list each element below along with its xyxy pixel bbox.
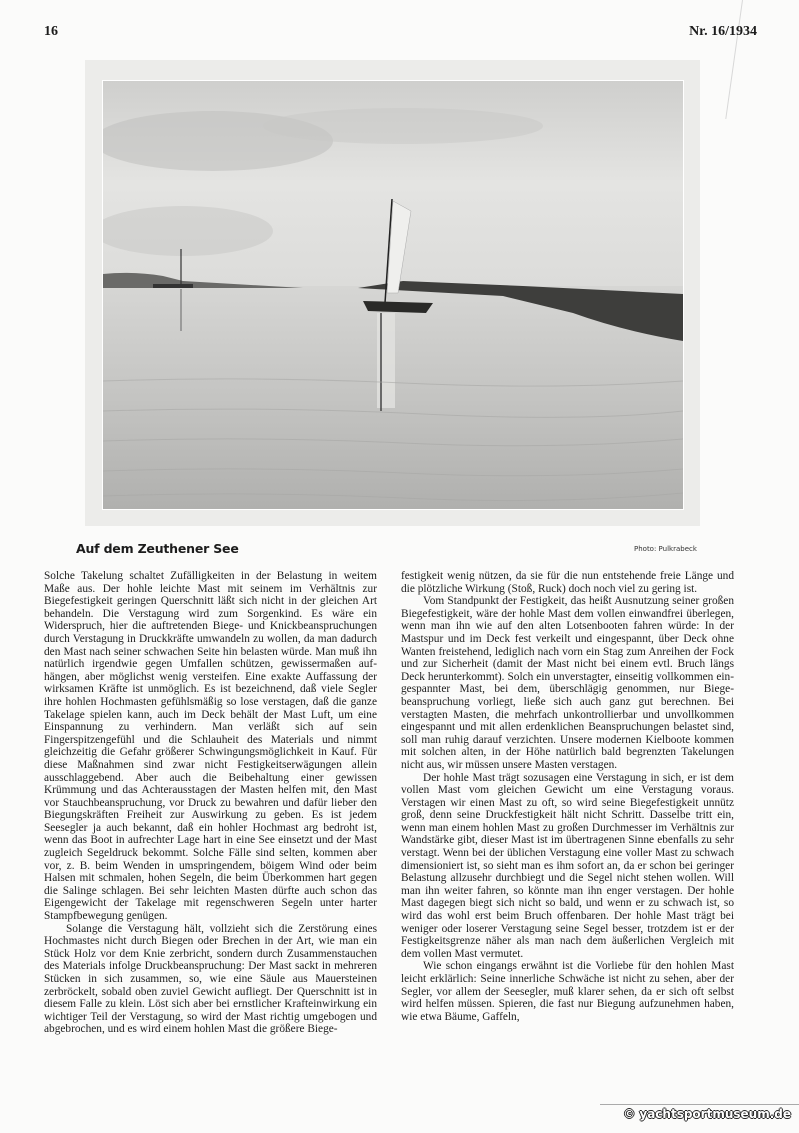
scan-artifact-line [725,0,743,119]
figure-caption: Auf dem Zeuthener See [76,541,239,556]
cloud [263,108,543,144]
boat-reflection-sail [377,313,395,408]
paragraph: Wie schon eingangs erwähnt ist die Vorliebe für den hohlen Mast leicht erklärlich: Seine innerliche Schwäche ist nicht zu sehen, aber der Segler, vor allem der Seesegler, muß klarer sehen, da er sich oft selbst wird helfen müssen. Spieren, die fast nur Biegung aufzunehmen haben, wie etwa Bäume, Gaffeln, [401,960,734,1023]
lake-photo-illustration [103,81,683,509]
paragraph: Solche Takelung schaltet Zufälligkeiten in der Belastung in weitem Maße aus. Der hohle leichte Mast mit seinem im Verhältnis zur Biegefestigkeit geringen Querschnitt läßt sich nicht in der gleichen Art behandeln. Die Verstagung wird zum Sorgenkind. Es wäre ein Widerspruch, hier die auftretenden Biege- und Knickbeanspruchungen durch Verstagung in Druckkräfte umwandeln zu wollen, da man dadurch den Mast nach seiner schwachen Seite hin belasten würde. Man muß ihn natürlich irgendwie gegen Umfallen schützen, gewissermaßen aufhängen, aber möglichst wenig versteifen. Eine exakte Auffassung der wirksamen Kräfte ist unmöglich. Es ist bezeichnend, daß viele Segler ihre hohlen Hochmasten gefühlsmäßig so lose verstagen, daß die ganze Takelage spielen kann, auch im Deck behält der Mast Luft, um eine Einspannung zu verhindern. Man verläßt sich auf sein Fingerspitzengefühl und die Schlauheit des Materials und nimmt gleichzeitig die Gefahr größerer Schwingungsmöglichkeit in Kauf. Für diese Maßnahmen sind zwar nicht Festigkeitserwägungen allein ausschlaggebend. Aber auch die Beibehaltung einer gewissen Krümmung und das Achterausstagen der Masten helfen mit, den Mast vor Stauchbeanspruchung, vor Druck zu bewahren und dafür lieber den Biegungskräften Freiheit zur Auswirkung zu geben. Es ist jedem Seesegler ja auch bekannt, daß ein hohler Hochmast arg bedroht ist, wenn das Boot in aufrechter Lage hart in eine See einsetzt und der Mast zugleich Segeldruck bekommt. Solche Fälle sind selten, kommen aber vor, z. B. beim Wenden in umspringendem, böigem Wind oder beim Halsen mit schmalen, hohen Segeln, die beim Überkommen hart gegen die Salinge schlagen. Bei sehr leichten Masten dürfte auch schon das Eigengewicht der Takelage mit regenschweren Segeln unter harter Stampfbewegung genügen. [44,570,377,923]
paragraph: Solange die Verstagung hält, vollzieht sich die Zerstörung eines Hochmastes nicht durch Biegen oder Brechen in der Art, wie man ein Stück Holz vor dem Knie zerbricht, sondern durch Zusammenstauchen des Materials infolge Druckbeanspruchung: Der Mast sackt in mehreren Stücken in sich zusammen, so, wie eine Säule aus Mauersteinen zerbröckelt, sobald oben zuviel Gewicht aufliegt. Der Querschnitt ist in diesem Falle zu klein. Löst sich aber bei ernstlicher Krafteinwirkung ein wichtiger Teil der Verstagung, so wird der Mast richtig umgebogen und abgebrochen, und es wird einem hohlen Mast die größere Biege- [44,922,377,1036]
paragraph: Vom Standpunkt der Festigkeit, das heißt Ausnutzung seiner großen Biegefestigkeit, wäre der hohle Mast dem vollen einwandfrei überlegen, wenn man ihn wie auf den alten Lotsenbooten fahren würde: In der Mastspur und im Deck fest verkeilt und eingespannt, über Deck ohne Wanten freistehend, lediglich nach vorn ein Stag zum Anreihen der Fock und zur Sicherheit (damit der Mast nicht bei einem evtl. Bruch längs Deck herunterkommt). Solch ein unverstagter, einseitig vollkommen eingespannter Mast, bei dem, überschlägig genommen, nur Biegebeanspruchung vorliegt, ließe sich auch ganz gut berechnen. Bei verstagten Masten, die mehrfach unkontrollierbar und unvollkommen eingespannt und mit allen erdenklichen Beanspruchungen belastet sind, soll man ruhig darauf verzichten. Unsere modernen Kielboote kommen mit solchen alten, in der Höhe natürlich bald begrenzten Takelungen nicht aus, wir müssen unsere Masten verstagen. [401,595,734,771]
issue-number: Nr. 16/1934 [689,24,757,39]
photograph [102,80,684,510]
article-column-left [44,570,377,1036]
paragraph: Der hohle Mast trägt sozusagen eine Verstagung in sich, er ist dem vollen Mast vom gleichen Gewicht um eine Verstagung voraus. Verstagen wir einen Mast zu oft, so wird seine Biegefestigkeit unnütz groß, denn seine Druckfestigkeit hält nicht Schritt. Dasselbe tritt ein, wenn man einem hohlen Mast zu großen Durchmesser im Verhältnis zur Wandstärke gibt, dieser Mast ist im übertragenen Sinne ebenfalls zu sehr verstagt. Wenn bei der üblichen Verstagung eine voller Mast zu schwach dimensioniert ist, so sieht man es ihm sofort an, da er schon bei geringer Belastung allzusehr durchbiegt und die Segel nicht stehen wollen. Will man ihn weiter fahren, so könnte man ihn enger verstagen. Der hohle Mast dagegen biegt sich nicht so bald, und wenn er zu schwach ist, so wird das wohl erst beim Bruch offenbaren. Der hohle Mast trägt bei weniger oder loserer Verstagung seine Segel besser, trotzdem ist er der Festigkeitsgrenze näher als man nach dem äußerlichen Vergleich mit dem vollen Mast vermutet. [401,771,734,960]
watermark-divider [600,1104,799,1105]
distant-boat-hull [153,284,193,288]
page-number: 16 [44,24,58,39]
watermark: © yachtsportmuseum.de [623,1107,791,1121]
paragraph: festigkeit wenig nützen, da sie für die nun entstehende freie Länge und die plötzliche Wirkung (Stoß, Ruck) doch noch viel zu gering ist. [401,570,734,595]
article-column-right [401,570,734,1023]
photo-credit: Photo: Pulkrabeck [634,545,697,553]
